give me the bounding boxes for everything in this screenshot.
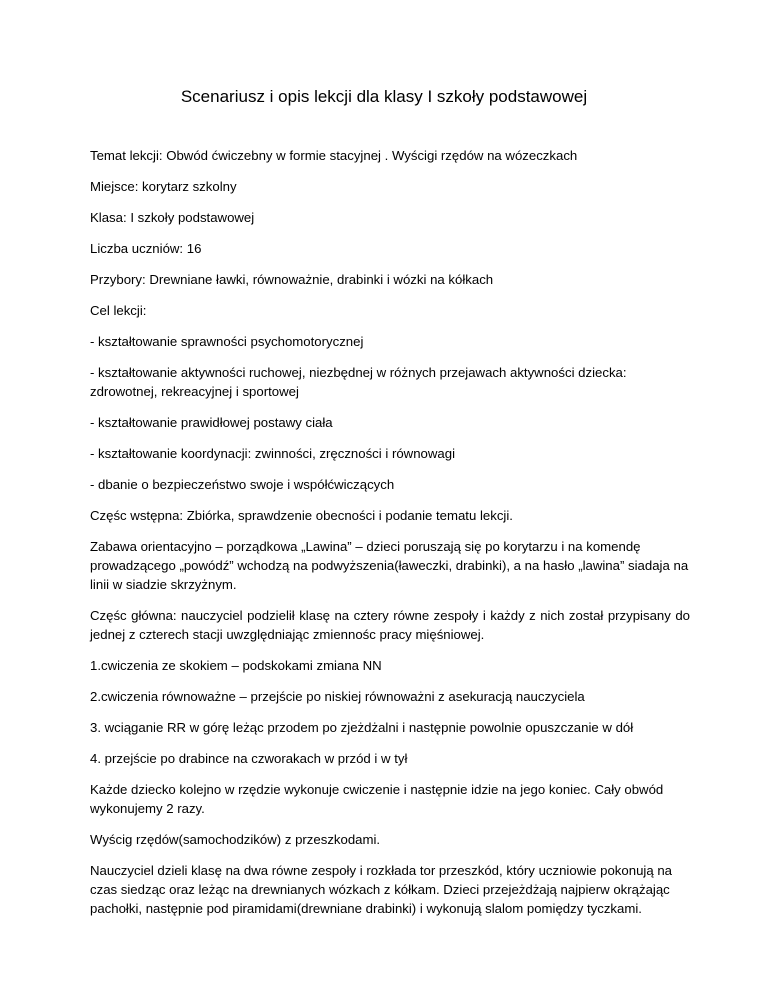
goal-item: - kształtowanie aktywności ruchowej, niezbędnej w różnych przejawach aktywności dziecka: zdrowotnej, rekreacyjnej i sportowej xyxy=(90,365,627,399)
page-title: Scenariusz i opis lekcji dla klasy I szkoły podstawowej xyxy=(180,87,588,106)
station-item: 3. wciąganie RR w górę leżąc przodem po zjeżdżalni i następnie powolnie opuszczanie w dół xyxy=(90,720,634,735)
paragraph-circuit-note: Każde dziecko kolejno w rzędzie wykonuje cwiczenie i następnie idzie na jego koniec. Cały obwód wykonujemy 2 razy. xyxy=(90,782,664,816)
paragraph-class: Klasa: I szkoły podstawowej xyxy=(90,210,255,225)
goal-item: - kształtowanie prawidłowej postawy ciała xyxy=(90,415,333,430)
paragraph-students: Liczba uczniów: 16 xyxy=(90,241,202,256)
goal-item: - kształtowanie koordynacji: zwinności, zręczności i równowagi xyxy=(90,446,456,461)
paragraph-place: Miejsce: korytarz szkolny xyxy=(90,179,237,194)
paragraph-topic: Temat lekcji: Obwód ćwiczebny w formie stacyjnej . Wyścigi rzędów na wózeczkach xyxy=(90,148,578,163)
paragraph-game-description: Zabawa orientacyjno – porządkowa „Lawina” – dzieci poruszają się po korytarzu i na komendę prowadzącego „powódź” wchodzą na podwyższenia(ławeczki, drabinki), a na hasło „lawina” siadaja na linii w siadzie skrzyżnym. xyxy=(90,539,689,592)
goal-item: - dbanie o bezpieczeństwo swoje i współćwiczących xyxy=(90,477,395,492)
paragraph-race-heading: Wyścig rzędów(samochodzików) z przeszkodami. xyxy=(90,832,381,847)
paragraph-main-part: Częśc główna: nauczyciel podzielił klasę na cztery równe zespoły i każdy z nich został przypisany do jednej z czterech stacji uwzględniając zmiennośc pracy mięśniowej. xyxy=(90,608,690,642)
paragraph-race-description: Nauczyciel dzieli klasę na dwa równe zespoły i rozkłada tor przeszkód, który uczniowie pokonują na czas siedząc oraz leżąc na drewnianych wózkach z kółkam. Dzieci przejeżdżają najpierw okrążając pachołki, następnie pod piramidami(drewniane drabinki) i wykonują slalom pomiędzy tyczkami. xyxy=(90,863,673,916)
paragraph-equipment: Przybory: Drewniane ławki, równoważnie, drabinki i wózki na kółkach xyxy=(90,272,494,287)
station-item: 4. przejście po drabince na czworakach w przód i w tył xyxy=(90,751,408,766)
document-body xyxy=(90,146,690,930)
station-item: 1.cwiczenia ze skokiem – podskokami zmiana NN xyxy=(90,658,382,673)
paragraph-intro-part: Częśc wstępna: Zbiórka, sprawdzenie obecności i podanie tematu lekcji. xyxy=(90,508,513,523)
station-item: 2.cwiczenia równoważne – przejście po niskiej równoważni z asekuracją nauczyciela xyxy=(90,689,585,704)
goal-item: - kształtowanie sprawności psychomotorycznej xyxy=(90,334,364,349)
paragraph-goal-heading: Cel lekcji: xyxy=(90,303,147,318)
